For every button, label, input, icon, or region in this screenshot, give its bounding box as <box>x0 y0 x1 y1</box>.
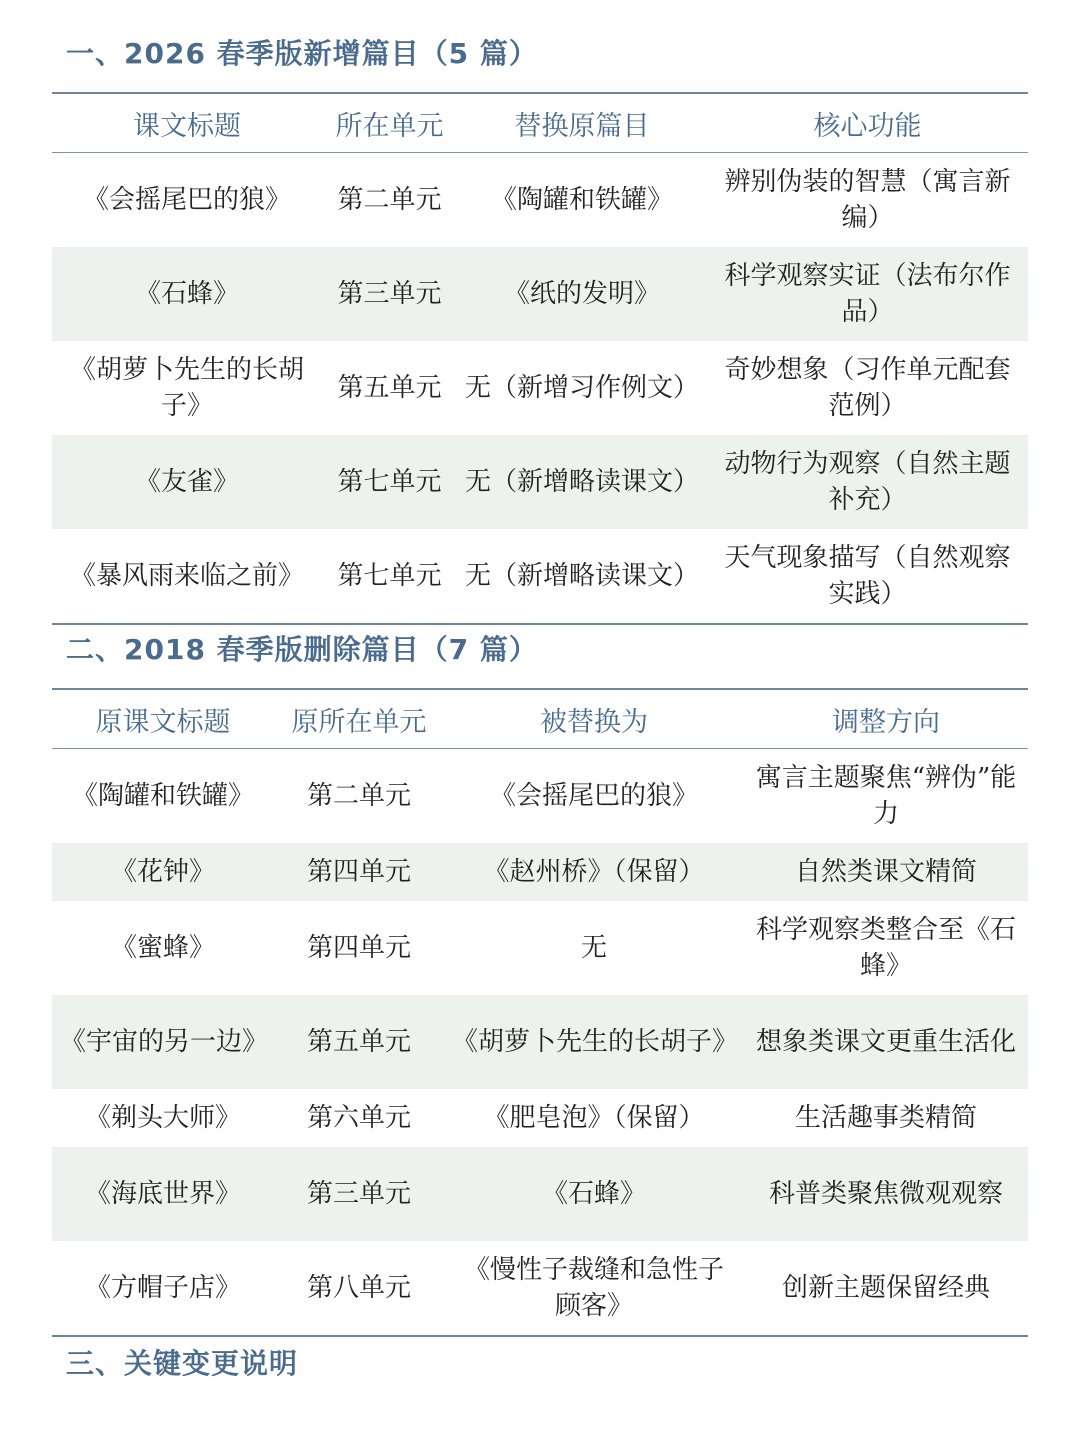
table-row <box>52 529 1028 624</box>
table-row <box>52 995 1028 1089</box>
table-row <box>52 1147 1028 1241</box>
table-row <box>52 901 1028 995</box>
section-3-title: 三、关键变更说明 <box>66 1347 299 1380</box>
cell-original-unit: 第三单元 <box>274 1147 444 1241</box>
cell-unit: 第五单元 <box>337 373 442 403</box>
cell-replaced-by: 《肥皂泡》（保留） <box>483 1103 705 1133</box>
table-header-row <box>52 689 1028 749</box>
cell-function: 天气现象描写（自然观察实践） <box>707 529 1028 624</box>
cell-replaced-by: 无 <box>580 933 607 963</box>
table-row <box>52 1089 1028 1147</box>
header-original-title: 原课文标题 <box>52 689 274 749</box>
cell-direction: 科普类聚焦微观观察 <box>744 1147 1028 1241</box>
cell-original-unit: 第四单元 <box>306 933 411 963</box>
header-replaced-by: 被替换为 <box>444 689 744 749</box>
cell-function: 科学观察实证（法布尔作品） <box>707 247 1028 341</box>
cell-original-title: 《剃头大师》 <box>84 1103 241 1133</box>
cell-unit: 第七单元 <box>322 435 457 529</box>
cell-direction: 自然类课文精简 <box>744 843 1028 901</box>
cell-replaced-by: 《胡萝卜先生的长胡子》 <box>444 995 744 1089</box>
table-row <box>52 749 1028 844</box>
cell-original-title: 《陶罐和铁罐》 <box>71 781 254 811</box>
cell-title: 《胡萝卜先生的长胡子》 <box>69 355 304 421</box>
cell-original-unit: 第二单元 <box>306 781 411 811</box>
header-original-unit: 原所在单元 <box>274 689 444 749</box>
cell-replaced: 《陶罐和铁罐》 <box>490 185 673 215</box>
cell-direction: 寓言主题聚焦“辨伪”能力 <box>755 763 1017 829</box>
header-unit: 所在单元 <box>322 93 457 153</box>
section-2-title: 二、2018 春季版删除篇目（7 篇） <box>66 633 538 666</box>
cell-replaced: 《纸的发明》 <box>457 247 707 341</box>
cell-title: 《友雀》 <box>52 435 322 529</box>
table-row <box>52 1241 1028 1336</box>
added-texts-table <box>52 92 1028 625</box>
cell-original-unit: 第五单元 <box>274 995 444 1089</box>
table-row <box>52 247 1028 341</box>
table-row <box>52 153 1028 248</box>
header-replaced: 替换原篇目 <box>457 93 707 153</box>
cell-replaced-by: 《会摇尾巴的狼》 <box>489 781 698 811</box>
cell-replaced: 无（新增习作例文） <box>465 373 700 403</box>
cell-direction: 创新主题保留经典 <box>744 1241 1028 1336</box>
cell-direction: 生活趣事类精简 <box>794 1103 977 1133</box>
cell-original-unit: 第六单元 <box>306 1103 411 1133</box>
cell-original-unit: 第八单元 <box>274 1241 444 1336</box>
cell-title: 《暴风雨来临之前》 <box>52 529 322 624</box>
table-row <box>52 341 1028 435</box>
cell-unit: 第二单元 <box>337 185 442 215</box>
cell-function: 辨别伪装的智慧（寓言新编） <box>724 167 1011 233</box>
cell-function: 动物行为观察（自然主题补充） <box>707 435 1028 529</box>
cell-direction: 科学观察类整合至《石蜂》 <box>755 915 1016 981</box>
header-direction: 调整方向 <box>744 689 1028 749</box>
table-row <box>52 435 1028 529</box>
cell-replaced-by: 《慢性子裁缝和急性子顾客》 <box>444 1241 744 1336</box>
cell-replaced: 无（新增略读课文） <box>457 529 707 624</box>
cell-original-title: 《方帽子店》 <box>52 1241 274 1336</box>
cell-function: 奇妙想象（习作单元配套范例） <box>724 355 1011 421</box>
table-header-row <box>52 93 1028 153</box>
cell-unit: 第三单元 <box>322 247 457 341</box>
cell-replaced: 无（新增略读课文） <box>457 435 707 529</box>
table-row <box>52 843 1028 901</box>
cell-replaced-by: 《赵州桥》（保留） <box>444 843 744 901</box>
cell-original-title: 《海底世界》 <box>52 1147 274 1241</box>
cell-replaced-by: 《石蜂》 <box>444 1147 744 1241</box>
cell-title: 《会摇尾巴的狼》 <box>82 185 291 215</box>
cell-direction: 想象类课文更重生活化 <box>744 995 1028 1089</box>
cell-original-title: 《蜜蜂》 <box>110 933 215 963</box>
header-function: 核心功能 <box>707 93 1028 153</box>
cell-original-unit: 第四单元 <box>274 843 444 901</box>
removed-texts-table <box>52 688 1028 1337</box>
cell-title: 《石蜂》 <box>52 247 322 341</box>
section-1-title: 一、2026 春季版新增篇目（5 篇） <box>66 37 538 70</box>
cell-original-title: 《宇宙的另一边》 <box>52 995 274 1089</box>
header-title: 课文标题 <box>52 93 322 153</box>
cell-original-title: 《花钟》 <box>52 843 274 901</box>
cell-unit: 第七单元 <box>322 529 457 624</box>
